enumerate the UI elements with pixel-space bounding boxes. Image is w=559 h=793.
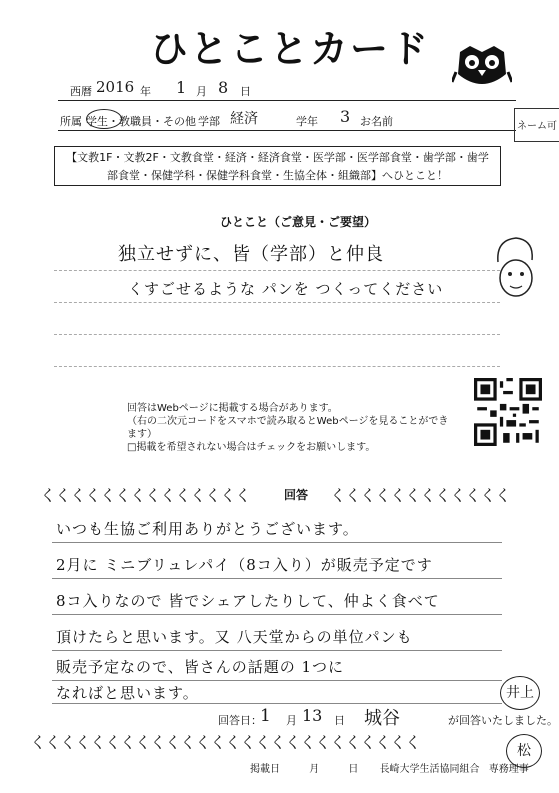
- faculty-value: 経済: [230, 111, 258, 127]
- publish-note-line-2: （右の二次元コードをスマホで読み取るとWebページを見ることができます）: [127, 416, 449, 440]
- bottom-chevrons: くくくくくくくくくくくくくくくくくくくくくくくくくく: [30, 733, 421, 752]
- answer-line-1: いつも生協ご利用ありがとうございます。: [56, 520, 359, 538]
- card-title: ひとことカード: [150, 27, 431, 71]
- answer-line-4: 頂けたらと思います。又 八天堂からの単位パンも: [56, 628, 413, 646]
- grade-label: 学年: [296, 115, 318, 128]
- publish-note-line-1: 回答はWebページに掲載する場合があります。: [127, 403, 338, 414]
- answer-rule-4: [52, 650, 502, 651]
- date-row: [58, 78, 516, 101]
- month-value: 1: [176, 78, 187, 97]
- comment-line-2: くすごせるような パンを つくってください: [128, 280, 444, 298]
- answer-date-label: 回答日：: [218, 714, 262, 727]
- answer-rule-6: [52, 703, 502, 704]
- day-value: 8: [218, 78, 229, 97]
- answer-heading: 回答: [284, 488, 309, 502]
- publish-note-line-3[interactable]: □掲載を希望されない場合はチェックをお願いします。: [127, 442, 376, 453]
- year-value: 2016: [96, 78, 135, 96]
- faculty-label: 学部: [198, 115, 220, 128]
- answer-rule-1: [52, 542, 502, 543]
- answer-month-label: 月: [286, 714, 297, 727]
- day-label: 日: [240, 85, 251, 98]
- affiliation-options: 学生・教職員・その他: [86, 115, 196, 128]
- doodle-face-icon: [490, 232, 540, 302]
- answer-day-value: 13: [302, 706, 323, 725]
- posted-label: 掲載日: [250, 764, 280, 775]
- posted-month-label: 月: [309, 764, 320, 775]
- comment-line-1-rule: [54, 270, 500, 271]
- grade-value: 3: [340, 107, 351, 126]
- answer-day-label: 日: [334, 714, 345, 727]
- comment-line-4-rule: [54, 366, 500, 367]
- name-label: お名前: [360, 115, 393, 128]
- location-box: 【文教1F・文教2F・文教食堂・経済・経済食堂・医学部・医学部食堂・歯学部・歯学部食堂・保健学科・保健学科食堂・生協全体・組織部】へひとこと！: [54, 146, 501, 186]
- responder-suffix: が回答いたしました。: [448, 714, 558, 727]
- answer-chevrons-right: くくくくくくくくくくくく: [330, 486, 511, 505]
- comment-line-1: 独立せずに、皆（学部）と仲良: [118, 244, 384, 265]
- publish-note: [127, 402, 457, 454]
- responder-name: 城谷: [364, 708, 400, 729]
- answer-rule-2: [52, 578, 502, 579]
- month-label: 月: [196, 85, 207, 98]
- answer-line-6: なればと思います。: [56, 684, 199, 702]
- comment-line-3-rule: [54, 334, 500, 335]
- answer-line-3: 8コ入りなので 皆でシェアしたりして、仲よく食べて: [56, 592, 440, 610]
- coop-name: 長崎大学生活協同組合: [379, 764, 480, 775]
- answer-rule-3: [52, 614, 502, 615]
- inoue-stamp: 井上: [500, 676, 540, 710]
- era-label: 西暦: [70, 85, 92, 98]
- affiliation-label: 所属: [60, 115, 82, 128]
- qr-code-icon[interactable]: [474, 378, 542, 446]
- student-circle-mark: [86, 109, 122, 129]
- name-ok-tab: ネーム可: [514, 108, 559, 142]
- answer-month-value: 1: [260, 706, 271, 726]
- comment-heading: ひとこと（ご意見・ご要望）: [220, 215, 377, 229]
- matsu-stamp: 松: [506, 734, 542, 768]
- coop-dept: 専務理事: [488, 764, 529, 775]
- answer-rule-5: [52, 680, 502, 681]
- year-label: 年: [140, 85, 151, 98]
- posted-day-label: 日: [348, 764, 359, 775]
- answer-line-2: 2月に ミニブリュレパイ（8コ入り）が販売予定です: [56, 556, 433, 574]
- affiliation-row: [58, 108, 516, 131]
- answer-chevrons-left: くくくくくくくくくくくくくく: [40, 486, 251, 505]
- footer: [250, 760, 529, 775]
- answer-line-5: 販売予定なので、皆さんの話題の 1つに: [56, 658, 345, 676]
- comment-line-2-rule: [54, 302, 500, 303]
